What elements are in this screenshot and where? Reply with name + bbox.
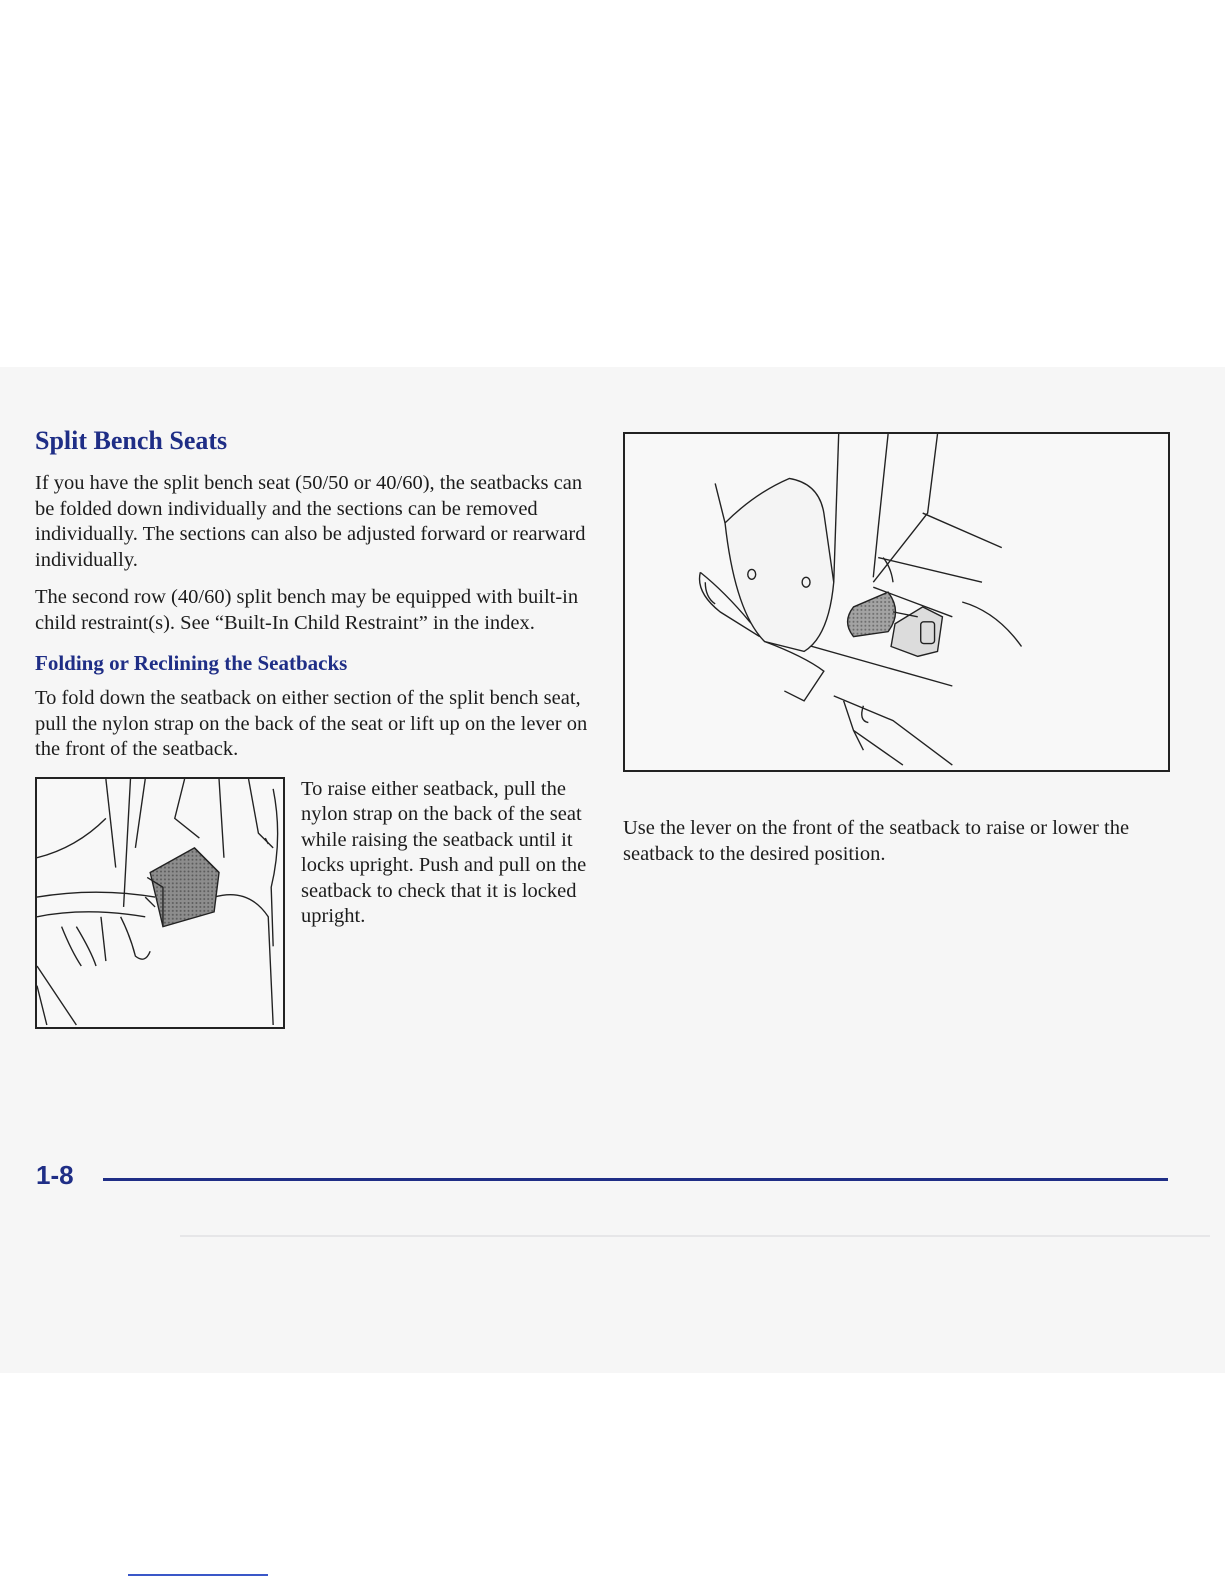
figure-row [35,777,590,1039]
folding-paragraph: To fold down the seatback on either section of the split bench seat, pull the nylon strap on the back of the seat or lift up on the lever on the front of the seatback. [35,687,588,760]
lever-paragraph: Use the lever on the front of the seatback to raise or lower the seatback to the desired position. [623,817,1130,865]
seat-lever-illustration [623,432,1170,772]
scan-artifact-line [180,1235,1210,1237]
subsection-title: Folding or Reclining the Seatbacks [35,651,348,675]
seat-strap-illustration [35,777,285,1029]
scan-bottom-mark [128,1574,268,1576]
left-column [35,423,590,1039]
seat-lever-icon [625,434,1168,770]
footer-rule [103,1178,1168,1181]
page-number: 1-8 [36,1160,74,1190]
section-title: Split Bench Seats [35,426,228,455]
intro-paragraph: If you have the split bench seat (50/50 or 40/60), the seatbacks can be folded down individually and the sections can be removed individually. The sections can also be adjusted forward or rearward individually. [35,472,586,571]
nylon-strap-icon [37,779,283,1027]
raise-seatback-caption: To raise either seatback, pull the nylon strap on the back of the seat while raising the seatback until it locks upright. Push and pull on the seatback to check that it is locked upright. [301,777,587,927]
child-restraint-paragraph: The second row (40/60) split bench may be equipped with built-in child restraint(s). See “Built-In Child Restraint” in the index. [35,586,579,634]
